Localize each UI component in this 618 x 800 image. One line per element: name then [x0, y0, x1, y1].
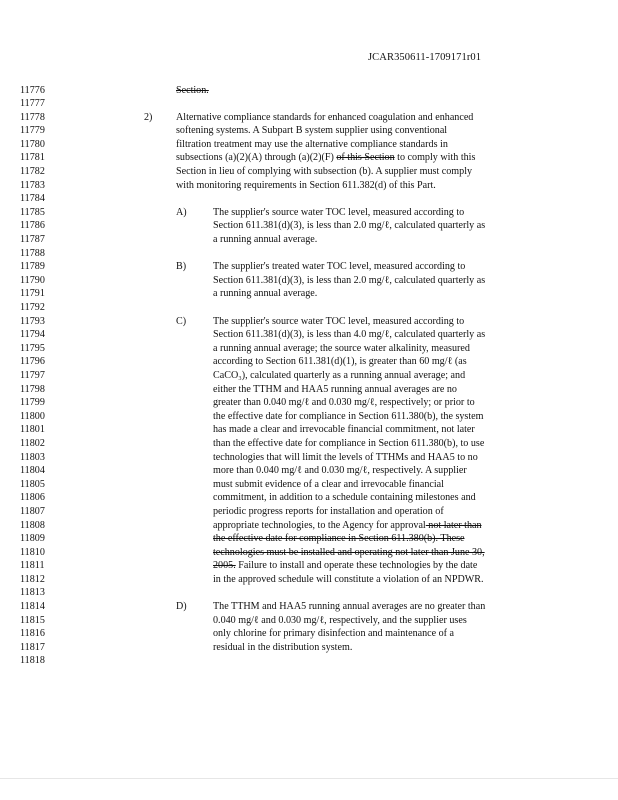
- text-run: to comply with this: [394, 152, 476, 164]
- paragraph-line: has made a clear and irrevocable financial commitment, not later: [213, 424, 475, 436]
- paragraph-line: periodic progress reports for installation and operation of: [213, 506, 444, 517]
- struck-text: technologies must be installed and operating not later than June 30,: [213, 546, 485, 558]
- line-number: 11814: [20, 601, 45, 613]
- line-number: 11801: [20, 424, 45, 436]
- item-2-label: 2): [144, 111, 153, 123]
- paragraph-line: with monitoring requirements in Section 611.382(d) of this Part.: [176, 179, 436, 191]
- line-number: 11802: [20, 437, 45, 449]
- line-number: 11785: [20, 206, 45, 218]
- line-number: 11817: [20, 641, 45, 653]
- line-number: 11793: [20, 315, 45, 327]
- line-number: 11776: [20, 84, 45, 96]
- paragraph-line: [213, 519, 485, 533]
- line-number: 11808: [20, 519, 45, 531]
- line-number: 11796: [20, 356, 45, 368]
- line-number: 11795: [20, 342, 45, 354]
- line-number: 11788: [20, 247, 45, 259]
- line-number: 11789: [20, 261, 45, 273]
- line-number: 11798: [20, 383, 45, 395]
- paragraph-line: commitment, in addition to a schedule containing milestones and: [213, 492, 476, 504]
- struck-text: of this Section: [336, 152, 395, 164]
- line-number: 11777: [20, 98, 45, 110]
- paragraph-line: The supplier's source water TOC level, measured according to: [213, 206, 465, 218]
- paragraph-line: must submit evidence of a clear and irrevocable financial: [213, 478, 444, 490]
- line-number: 11806: [20, 492, 45, 504]
- line-number: 11800: [20, 410, 45, 422]
- line-number: 11778: [20, 111, 45, 123]
- paragraph-line: [176, 151, 475, 165]
- item-a-paragraph: [213, 206, 485, 247]
- item-b-paragraph: [213, 260, 485, 301]
- paragraph-line: the effective date for compliance in Section 611.380(b), the system: [213, 410, 484, 422]
- struck-section-word: [176, 84, 209, 98]
- paragraph-line: than the effective date for compliance in Section 611.380(b), to use: [213, 438, 485, 450]
- text-run: subsections (a)(2)(A) through (a)(2)(F): [176, 152, 337, 164]
- paragraph-line: filtration treatment may use the alternative compliance standards in: [176, 138, 448, 150]
- line-number: 11810: [20, 546, 45, 558]
- line-number: 11779: [20, 125, 45, 137]
- paragraph-line: either the TTHM and HAA5 running annual averages are no: [213, 383, 457, 395]
- paragraph-line: according to Section 611.381(d)(1), is greater than 60 mg/ℓ (as: [213, 356, 467, 368]
- line-number: 11791: [20, 288, 45, 300]
- item-b-label: B): [176, 261, 187, 273]
- paragraph-line: greater than 0.040 mg/ℓ and 0.030 mg/ℓ, respectively; or prior to: [213, 397, 475, 409]
- paragraph-line: in the approved schedule will constitute a violation of an NPDWR.: [213, 573, 484, 585]
- paragraph-line: Section in lieu of complying with subsection (b). A supplier must comply: [176, 166, 473, 178]
- line-number: 11799: [20, 397, 45, 409]
- line-numbers: [20, 84, 56, 669]
- paragraph-line: The TTHM and HAA5 running annual averages are no greater than: [213, 601, 486, 613]
- item-d-paragraph: [213, 600, 485, 654]
- page-bottom-rule: [0, 778, 618, 779]
- paragraph-line: only chlorine for primary disinfection and maintenance of a: [213, 628, 455, 640]
- struck-text: Section.: [176, 84, 209, 96]
- paragraph-line: Section 611.381(d)(3), is less than 2.0 mg/ℓ, calculated quarterly as: [213, 274, 486, 286]
- paragraph-line: Section 611.381(d)(3), is less than 4.0 mg/ℓ, calculated quarterly as: [213, 329, 486, 341]
- line-number: 11813: [20, 587, 45, 599]
- line-number: 11807: [20, 505, 45, 517]
- document-id: JCAR350611-1709171r01: [368, 52, 482, 63]
- paragraph-line: The supplier's source water TOC level, measured according to: [213, 315, 465, 327]
- line-number: 11805: [20, 478, 45, 490]
- struck-text: the effective date for compliance in Section 611.380(b). These: [213, 533, 465, 545]
- line-number: 11782: [20, 166, 45, 178]
- item-a-label: A): [176, 206, 187, 218]
- paragraph-line: The supplier's treated water TOC level, measured according to: [213, 261, 466, 273]
- line-number: 11792: [20, 302, 45, 313]
- paragraph-line: a running annual average; the source water alkalinity, measured: [213, 342, 470, 354]
- line-number: 11787: [20, 234, 45, 246]
- paragraph-line: a running annual average.: [213, 288, 318, 300]
- struck-text: 2005.: [213, 560, 236, 572]
- struck-text: not later than: [425, 519, 482, 531]
- paragraph-line: softening systems. A Subpart B system supplier using conventional: [176, 125, 448, 137]
- paragraph-line: Alternative compliance standards for enhanced coagulation and enhanced: [176, 111, 474, 123]
- item-d-label: D): [176, 601, 187, 613]
- paragraph-line: [213, 532, 485, 546]
- paragraph-line: more than 0.040 mg/ℓ and 0.030 mg/ℓ, respectively. A supplier: [213, 465, 467, 477]
- item-c-label: C): [176, 315, 187, 327]
- line-number: 11790: [20, 274, 45, 286]
- line-number: 11804: [20, 465, 45, 477]
- line-number: 11812: [20, 573, 45, 585]
- paragraph-line: residual in the distribution system.: [213, 642, 353, 654]
- paragraph-line: 0.040 mg/ℓ and 0.030 mg/ℓ, respectively, and the supplier uses: [213, 614, 467, 626]
- paragraph-line: [213, 546, 485, 560]
- item-2-paragraph: [176, 111, 475, 193]
- line-number: 11809: [20, 533, 45, 545]
- line-number: 11780: [20, 138, 45, 150]
- text-run: appropriate technologies, to the Agency for approval: [213, 519, 426, 531]
- line-number: 11815: [20, 614, 45, 626]
- item-c-paragraph: [213, 315, 485, 587]
- line-number: 11794: [20, 329, 45, 341]
- paragraph-line: technologies that will limit the levels of TTHMs and HAA5 to no: [213, 451, 478, 463]
- line-number: 11786: [20, 220, 45, 232]
- paragraph-line: [213, 559, 485, 573]
- paragraph-line: a running annual average.: [213, 234, 318, 246]
- text-run: Failure to install and operate these technologies by the date: [235, 560, 478, 572]
- line-number: 11818: [20, 655, 45, 667]
- line-number: 11797: [20, 369, 45, 381]
- line-number: 11783: [20, 179, 45, 191]
- line-number: 11781: [20, 152, 45, 164]
- line-number: 11803: [20, 451, 45, 463]
- paragraph-line: CaCO₃), calculated quarterly as a running annual average; and: [213, 370, 466, 382]
- line-number: 11816: [20, 628, 45, 640]
- line-number: 11811: [20, 560, 45, 572]
- paragraph-line: Section 611.381(d)(3), is less than 2.0 mg/ℓ, calculated quarterly as: [213, 220, 486, 232]
- line-number: 11784: [20, 193, 45, 205]
